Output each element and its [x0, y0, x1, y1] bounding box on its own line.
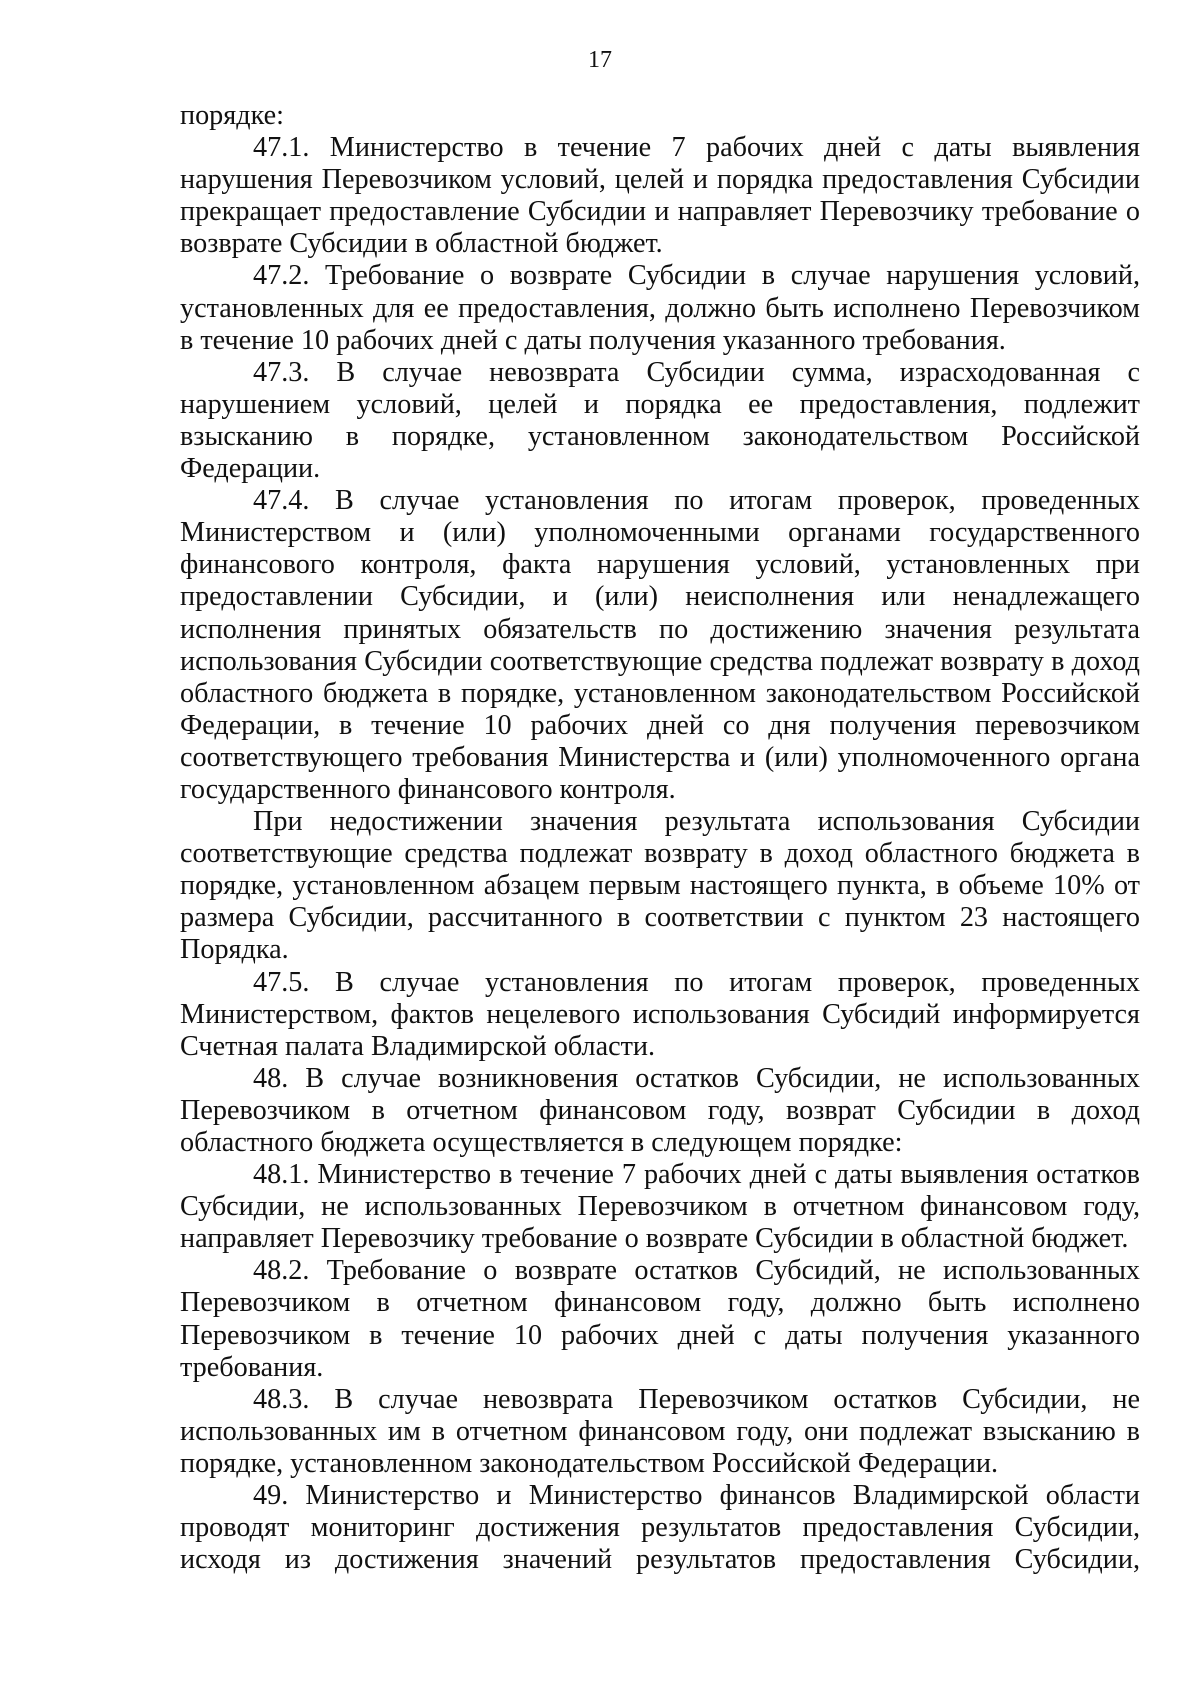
page-number: 17	[588, 47, 612, 73]
document-body	[180, 100, 1140, 1576]
paragraph-47-5: 47.5. В случае установления по итогам проверок, проведенных Министерством, фактов нецелевого использования Субсидий информируется Счетная палата Владимирской области.	[180, 966, 1140, 1062]
paragraph-47-3: 47.3. В случае невозврата Субсидии сумма, израсходованная с нарушением условий, целей и порядка ее предоставления, подлежит взысканию в порядке, установленном законодательством Российской Федерации.	[180, 356, 1140, 485]
paragraph-49: 49. Министерство и Министерство финансов Владимирской области проводят мониторинг достижения результатов предоставления Субсидии, исходя из достижения значений результатов предоставления Субсидии,	[180, 1480, 1140, 1576]
paragraph-48-3: 48.3. В случае невозврата Перевозчиком остатков Субсидии, не использованных им в отчетном финансовом году, они подлежат взысканию в порядке, установленном законодательством Российской Федерации.	[180, 1383, 1140, 1479]
paragraph-48-1: 48.1. Министерство в течение 7 рабочих дней с даты выявления остатков Субсидии, не использованных Перевозчиком в отчетном финансовом году, направляет Перевозчику требование о возврате Субсидии в областной бюджет.	[180, 1159, 1140, 1255]
paragraph-48-2: 48.2. Требование о возврате остатков Субсидий, не использованных Перевозчиком в отчетном финансовом году, должно быть исполнено Перевозчиком в течение 10 рабочих дней с даты получения указанного требования.	[180, 1255, 1140, 1383]
paragraph-48: 48. В случае возникновения остатков Субсидии, не использованных Перевозчиком в отчетном финансовом году, возврат Субсидии в доход областного бюджета осуществляется в следующем порядке:	[180, 1062, 1140, 1158]
paragraph-47-1: 47.1. Министерство в течение 7 рабочих дней с даты выявления нарушения Перевозчиком условий, целей и порядка предоставления Субсидии прекращает предоставление Субсидии и направляет Перевозчику требование о возврате Субсидии в областной бюджет.	[180, 132, 1140, 260]
paragraph-47-4: 47.4. В случае установления по итогам проверок, проведенных Министерством и (или) уполномоченными органами государственного финансового контроля, факта нарушения условий, установленных при предоставлении Субсидии, и (или) неисполнения или ненадлежащего исполнения принятых обязательств по достижению значения результата использования Субсидии соответствующие средства подлежат возврату в доход областного бюджета в порядке, установленном законодательством Российской Федерации, в течение 10 рабочих дней со дня получения перевозчиком соответствующего требования Министерства и (или) уполномоченного органа государственного финансового контроля.	[180, 485, 1140, 805]
paragraph-47-2: 47.2. Требование о возврате Субсидии в случае нарушения условий, установленных для ее предоставления, должно быть исполнено Перевозчиком в течение 10 рабочих дней с даты получения указанного требования.	[180, 260, 1140, 356]
paragraph-continuation: порядке:	[180, 100, 284, 131]
paragraph-47-4-second: При недостижении значения результата использования Субсидии соответствующие средства подлежат возврату в доход областного бюджета в порядке, установленном абзацем первым настоящего пункта, в объеме 10% от размера Субсидии, рассчитанного в соответствии с пунктом 23 настоящего Порядка.	[180, 806, 1140, 966]
